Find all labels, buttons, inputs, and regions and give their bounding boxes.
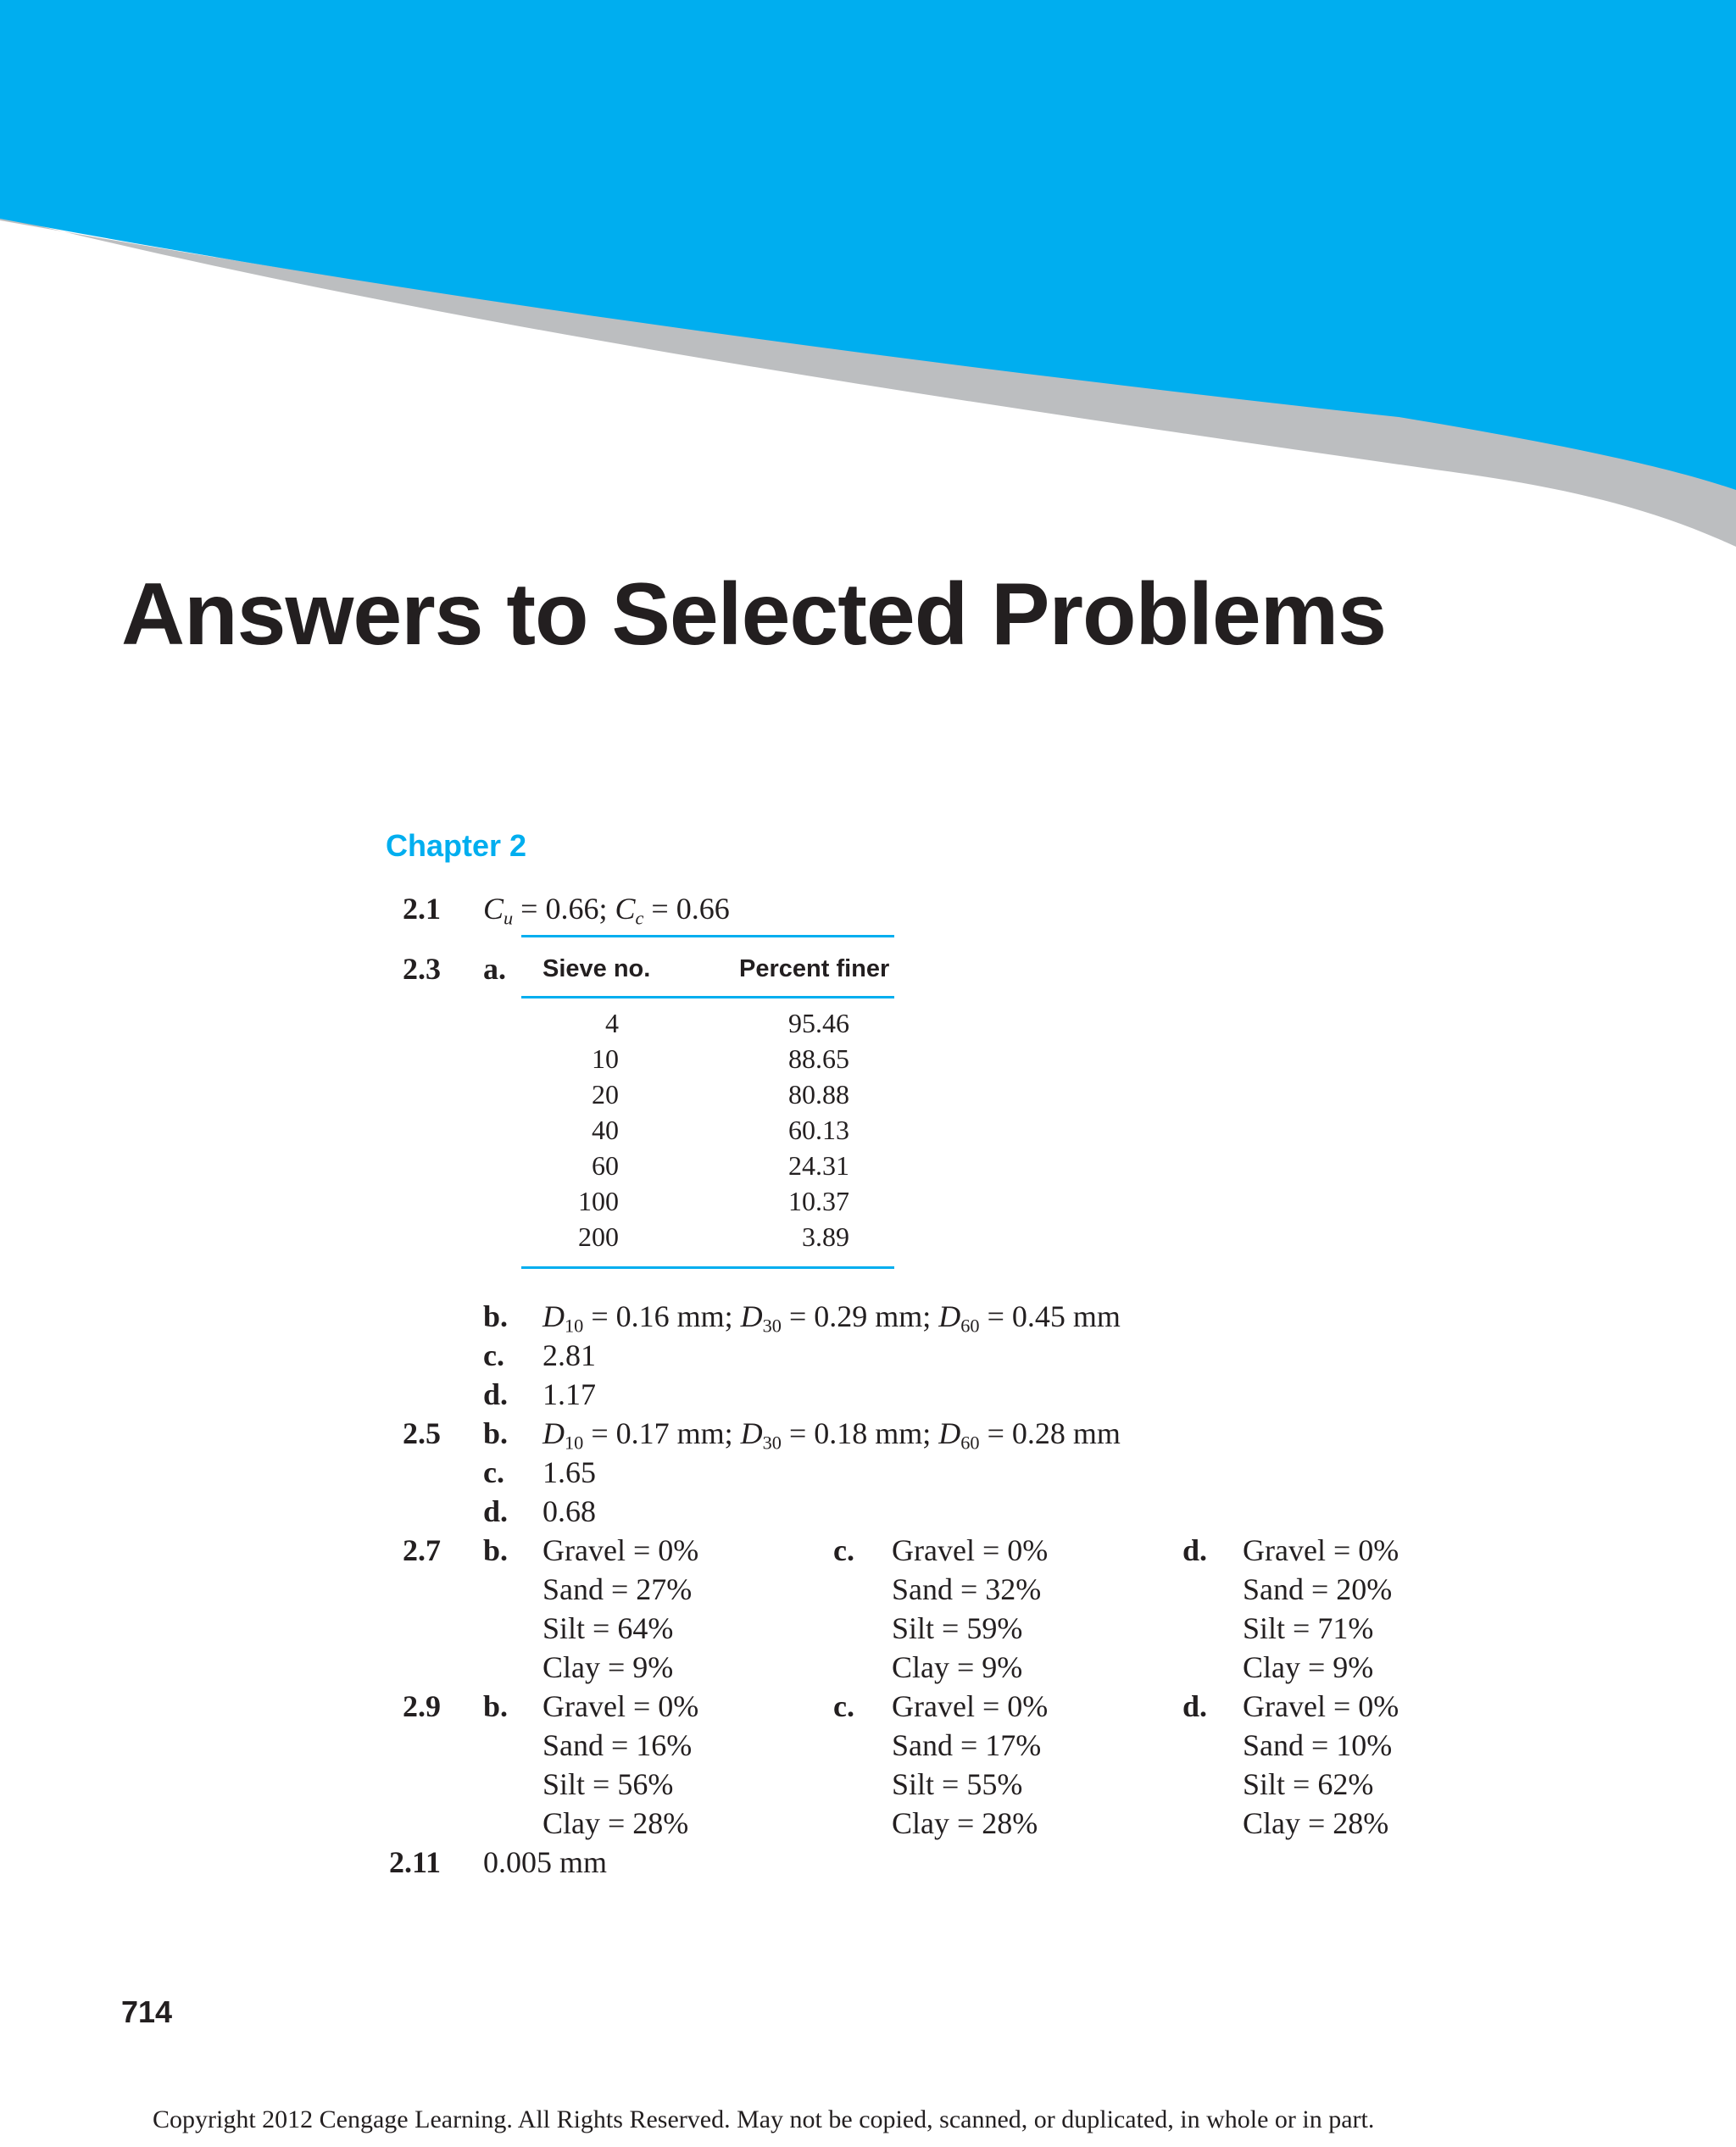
problem-number-2-9: 2.9: [403, 1689, 441, 1723]
sand-value: Sand = 10%: [1243, 1728, 1393, 1762]
table-top-rule: [521, 935, 894, 937]
sand-value: Sand = 17%: [892, 1728, 1042, 1762]
table-bottom-rule: [521, 1266, 894, 1269]
clay-value: Clay = 28%: [542, 1806, 689, 1840]
sand-value: Sand = 27%: [542, 1572, 693, 1606]
table-cell-sieve: 200: [578, 1221, 619, 1252]
problem-number-2-11: 2.11: [388, 1845, 441, 1879]
table-cell-percent: 60.13: [788, 1115, 849, 1145]
answer-2-5-c: 1.65: [542, 1455, 596, 1489]
gravel-value: Gravel = 0%: [1243, 1533, 1399, 1567]
table-cell-sieve: 40: [592, 1115, 619, 1145]
clay-value: Clay = 28%: [1243, 1806, 1389, 1840]
gravel-value: Gravel = 0%: [892, 1533, 1049, 1567]
table-cell-percent: 80.88: [788, 1079, 849, 1110]
problem-number-2-7: 2.7: [403, 1533, 441, 1567]
part-label-c: c.: [483, 1338, 504, 1372]
chapter-heading: Chapter 2: [386, 828, 527, 863]
table-cell-percent: 95.46: [788, 1008, 849, 1038]
table-header-rule: [521, 996, 894, 998]
table-cell-percent: 88.65: [788, 1043, 849, 1074]
table-cell-percent: 3.89: [802, 1221, 849, 1252]
answer-2-5-b: $D_{10} = 0.17$ mm; $D_{30} = 0.18$ mm; $D_{60} = 0.28$ mm: [542, 1416, 1121, 1454]
part-label-a: a.: [483, 952, 506, 986]
clay-value: Clay = 9%: [542, 1650, 674, 1684]
table-cell-sieve: 4: [605, 1008, 619, 1038]
part-label-d: d.: [483, 1377, 509, 1411]
page-number: 714: [121, 1994, 173, 2029]
part-label-c: c.: [833, 1533, 854, 1567]
table-header-sieve-no: Sieve no.: [542, 955, 651, 982]
page-title: Answers to Selected Problems: [121, 565, 1387, 664]
gravel-value: Gravel = 0%: [542, 1533, 699, 1567]
part-label-b: b.: [483, 1416, 509, 1450]
gravel-value: Gravel = 0%: [892, 1689, 1049, 1723]
part-label-d: d.: [1182, 1533, 1208, 1567]
clay-value: Clay = 28%: [892, 1806, 1038, 1840]
table-cell-sieve: 10: [592, 1043, 619, 1074]
sand-value: Sand = 16%: [542, 1728, 693, 1762]
table-cell-percent: 10.37: [788, 1186, 849, 1216]
table-cell-sieve: 20: [592, 1079, 619, 1110]
sand-value: Sand = 20%: [1243, 1572, 1393, 1606]
gravel-value: Gravel = 0%: [1243, 1689, 1399, 1723]
answer-2-1: $C_u = 0.66$; $C_c = 0.66$: [483, 892, 730, 929]
table-cell-sieve: 60: [592, 1150, 619, 1181]
problem-number-2-5: 2.5: [403, 1416, 441, 1450]
part-label-b: b.: [483, 1689, 509, 1723]
part-label-c: c.: [483, 1455, 504, 1489]
answer-2-5-d: 0.68: [542, 1494, 596, 1528]
copyright-notice: Copyright 2012 Cengage Learning. All Rights Reserved. May not be copied, scanned, or duplicated, in whole or in part.: [153, 2105, 1375, 2133]
answer-2-11: 0.005 mm: [483, 1845, 608, 1879]
silt-value: Silt = 59%: [892, 1611, 1023, 1645]
table-cell-percent: 24.31: [788, 1150, 849, 1181]
silt-value: Silt = 62%: [1243, 1767, 1374, 1801]
silt-value: Silt = 56%: [542, 1767, 674, 1801]
problem-number-2-3: 2.3: [403, 952, 441, 986]
table-cell-sieve: 100: [578, 1186, 619, 1216]
gravel-value: Gravel = 0%: [542, 1689, 699, 1723]
clay-value: Clay = 9%: [1243, 1650, 1374, 1684]
part-label-b: b.: [483, 1299, 509, 1333]
silt-value: Silt = 64%: [542, 1611, 674, 1645]
clay-value: Clay = 9%: [892, 1650, 1023, 1684]
blue-banner: [0, 0, 1736, 490]
silt-value: Silt = 71%: [1243, 1611, 1374, 1645]
answer-2-3-d: 1.17: [542, 1377, 596, 1411]
silt-value: Silt = 55%: [892, 1767, 1023, 1801]
sand-value: Sand = 32%: [892, 1572, 1042, 1606]
answer-2-3-b: $D_{10} = 0.16$ mm; $D_{30} = 0.29$ mm; $D_{60} = 0.45$ mm: [542, 1299, 1121, 1337]
header-wave-banner: [0, 0, 1736, 593]
problem-number-2-1: 2.1: [403, 892, 441, 926]
part-label-d: d.: [1182, 1689, 1208, 1723]
table-header-percent-finer: Percent finer: [739, 955, 890, 982]
part-label-d: d.: [483, 1494, 509, 1528]
answer-2-3-c: 2.81: [542, 1338, 596, 1372]
part-label-c: c.: [833, 1689, 854, 1723]
part-label-b: b.: [483, 1533, 509, 1567]
